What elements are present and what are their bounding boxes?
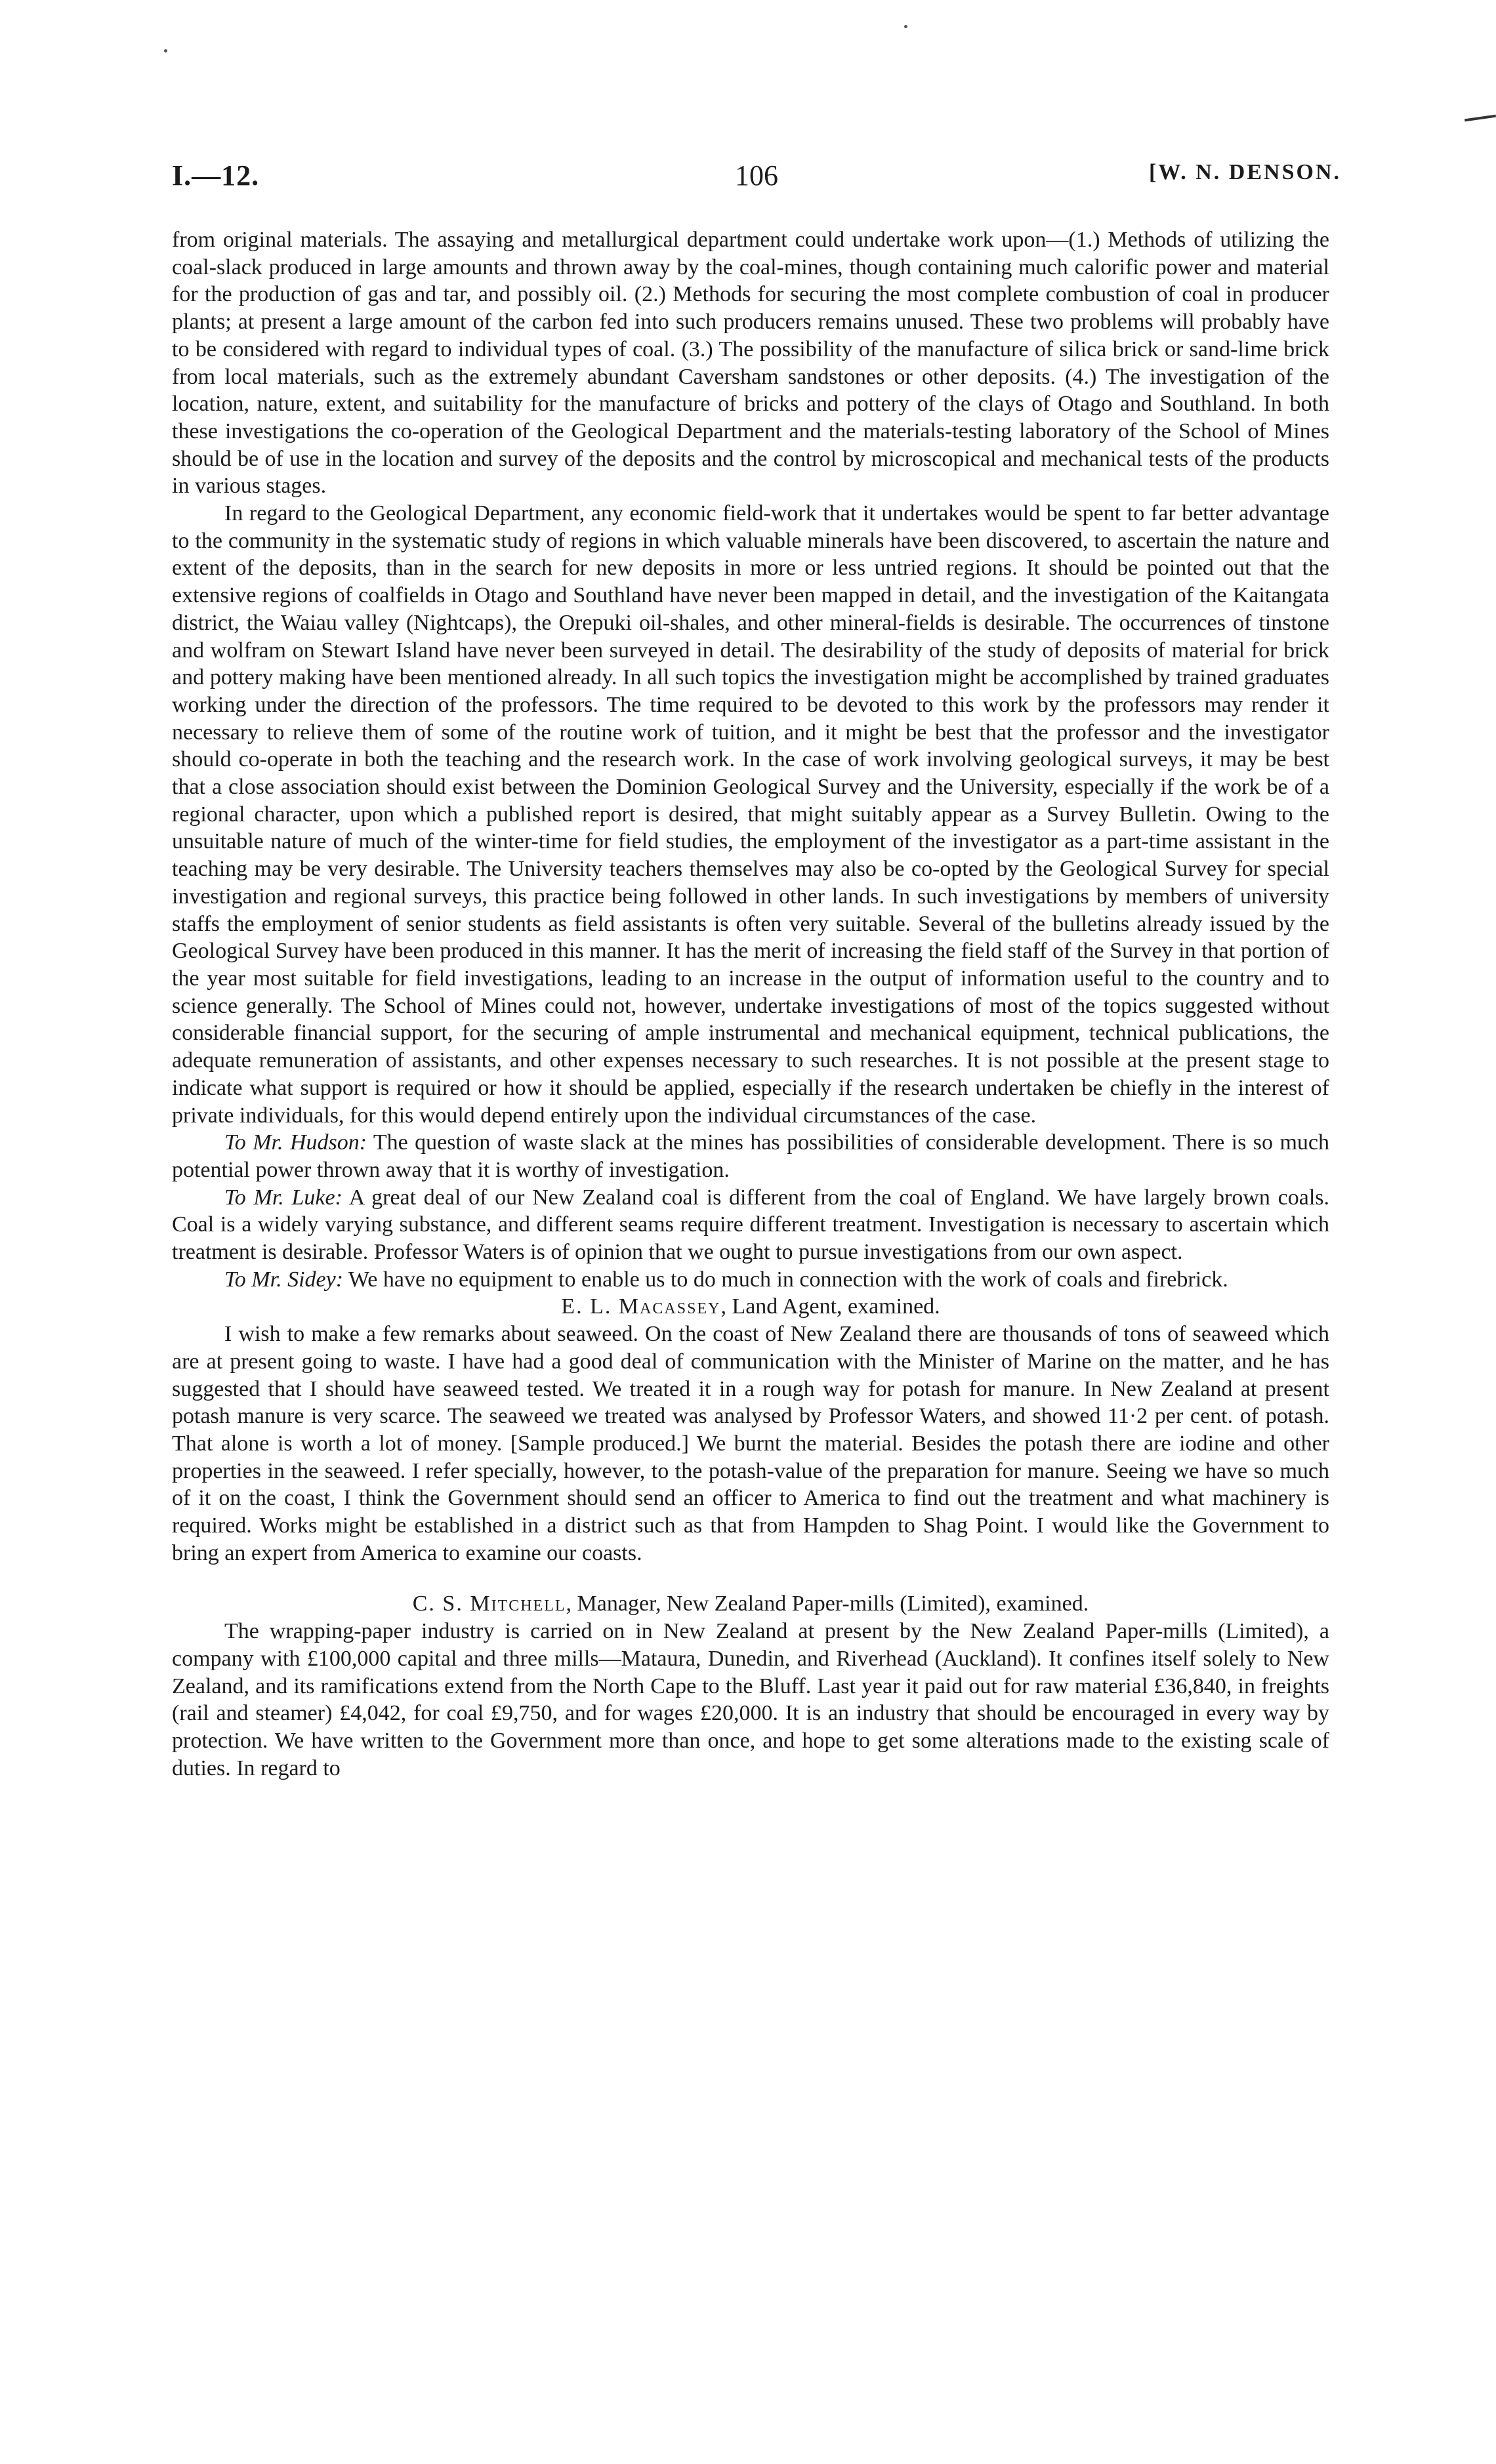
paragraph bbox=[172, 1266, 1329, 1294]
paragraph: In regard to the Geological Department, any economic field-work that it undertakes would be spent to far better advantage to the community in the systematic study of regions in which valuable minerals have been discovered, to ascertain the nature and extent of the deposits, than in the search for new deposits in more or less untried regions. It should be pointed out that the extensive regions of coalfields in Otago and Southland have never been mapped in detail, and the investigation of the Kaitangata district, the Waiau valley (Nightcaps), the Orepuki oil-shales, and other mineral-fields is desirable. The occurrences of tinstone and wolfram on Stewart Island have never been surveyed in detail. The desirability of the study of deposits of material for brick and pottery making have been mentioned already. In all such topics the investigation might be accomplished by trained graduates working under the direction of the professors. The time required to be devoted to this work by the professors may render it necessary to relieve them of some of the routine work of tuition, and it might be best that the professor and the investigator should co-operate in both the teaching and the research work. In the case of work involving geological surveys, it may be best that a close association should exist between the Dominion Geological Survey and the University, especially if the work be of a regional character, upon which a published report is desired, that might suitably appear as a Survey Bulletin. Owing to the unsuitable nature of much of the winter-time for field studies, the employment of the investigator as a part-time assistant in the teaching may be very desirable. The University teachers themselves may also be co-opted by the Geological Survey for special investigation and regional surveys, this practice being followed in other lands. In such investigations by members of university staffs the employment of senior students as field assistants is often very suitable. Several of the bulletins already issued by the Geological Survey have been produced in this manner. It has the merit of increasing the field staff of the Survey in that portion of the year most suitable for field investigations, leading to an increase in the output of information useful to the country and to science generally. The School of Mines could not, however, undertake investigations of most of the topics suggested without considerable financial support, for the securing of ample instrumental and mechanical equipment, technical publications, the adequate remuneration of assistants, and other expenses necessary to such researches. It is not possible at the present stage to indicate what support is required or how it should be applied, especially if the research undertaken be chiefly in the interest of private individuals, for this would depend entirely upon the individual circumstances of the case. bbox=[172, 501, 1329, 1128]
paragraph: The wrapping-paper industry is carried on in New Zealand at present by the New Zealand Paper-mills (Limited), a company with £100,000 capital and three mills—Mataura, Dunedin, and Riverhead (Auckland). It confines itself solely to New Zealand, and its ramifications extend from the North Cape to the Bluff. Last year it paid out for raw material £36,840, in freights (rail and steamer) £4,042, for coal £9,750, and for wages £20,000. It is an industry that should be encouraged in every way by protection. We have written to the Government more than once, and hope to get some alterations made to the existing scale of duties. In regard to bbox=[172, 1619, 1329, 1780]
witness-role: , Land Agent, examined. bbox=[720, 1294, 940, 1319]
paragraph: from original materials. The assaying and metallurgical department could undertake work upon—(1.) Methods of utilizing the coal-slack produced in large amounts and thrown away by the coal-mines, though containing much calorific power and material for the production of gas and tar, and possibly oil. (2.) Methods for securing the most complete combustion of coal in producer plants; at present a large amount of the carbon fed into such producers remains unused. These two problems will probably have to be considered with regard to individual types of coal. (3.) The possibility of the manufacture of silica brick or sand-lime brick from local materials, such as the extremely abundant Caversham sandstones or other deposits. (4.) The investigation of the location, nature, extent, and suitability for the manufacture of bricks and pottery of the clays of Otago and Southland. In both these investigations the co-operation of the Geological Department and the materials-testing laboratory of the School of Mines should be of use in the location and survey of the deposits and the control by microscopical and mechanical tests of the products in various stages. bbox=[172, 228, 1329, 499]
answer-text: A great deal of our New Zealand coal is different from the coal of England. We have largely brown coals. Coal is a widely varying substance, and different seams require different treatment. Investigation is necessary to ascertain which treatment is desirable. Professor Waters is of opinion that we ought to pursue investigations from our own aspect. bbox=[172, 1185, 1329, 1265]
scan-speck bbox=[164, 49, 167, 52]
questioner: To Mr. Hudson: bbox=[224, 1130, 367, 1155]
witness-name: E. L. Macassey bbox=[561, 1294, 721, 1319]
section-gap bbox=[172, 1567, 1329, 1590]
answer-text: The question of waste slack at the mines has possibilities of considerable development. There is so much potential power thrown away that it is worthy of investigation. bbox=[172, 1130, 1329, 1182]
questioner: To Mr. Sidey: bbox=[224, 1267, 344, 1292]
witness-heading bbox=[172, 1590, 1329, 1618]
questioner: To Mr. Luke: bbox=[224, 1185, 343, 1210]
witness-name: C. S. Mitchell bbox=[412, 1591, 566, 1616]
margin-mark bbox=[1465, 115, 1496, 122]
main-text bbox=[172, 226, 1329, 1782]
page-number: 106 bbox=[735, 159, 778, 192]
answer-text: We have no equipment to enable us to do much in connection with the work of coals and firebrick. bbox=[343, 1267, 1228, 1292]
paragraph bbox=[172, 1184, 1329, 1266]
paper-reference: I.—12. bbox=[172, 159, 260, 192]
scan-speck bbox=[904, 25, 907, 28]
page-header bbox=[172, 159, 1341, 198]
paragraph bbox=[172, 1129, 1329, 1183]
witness-role: , Manager, New Zealand Paper-mills (Limited), examined. bbox=[566, 1591, 1089, 1616]
witness-heading bbox=[172, 1293, 1329, 1321]
paragraph: I wish to make a few remarks about seaweed. On the coast of New Zealand there are thousands of tons of seaweed which are at present going to waste. I have had a good deal of communication with the Minister of Marine on the matter, and he has suggested that I should have seaweed tested. We treated it in a rough way for potash for manure. In New Zealand at present potash manure is very scarce. The seaweed we treated was analysed by Professor Waters, and showed 11·2 per cent. of potash. That alone is worth a lot of money. [Sample produced.] We burnt the material. Besides the potash there are iodine and other properties in the seaweed. I refer specially, however, to the potash-value of the preparation for manure. Seeing we have so much of it on the coast, I think the Government should send an officer to America to find out the treatment and what machinery is required. Works might be established in a district such as that from Hampden to Shag Point. I would like the Government to bring an expert from America to examine our coasts. bbox=[172, 1322, 1329, 1565]
author-reference: [W. N. DENSON. bbox=[1149, 160, 1341, 184]
